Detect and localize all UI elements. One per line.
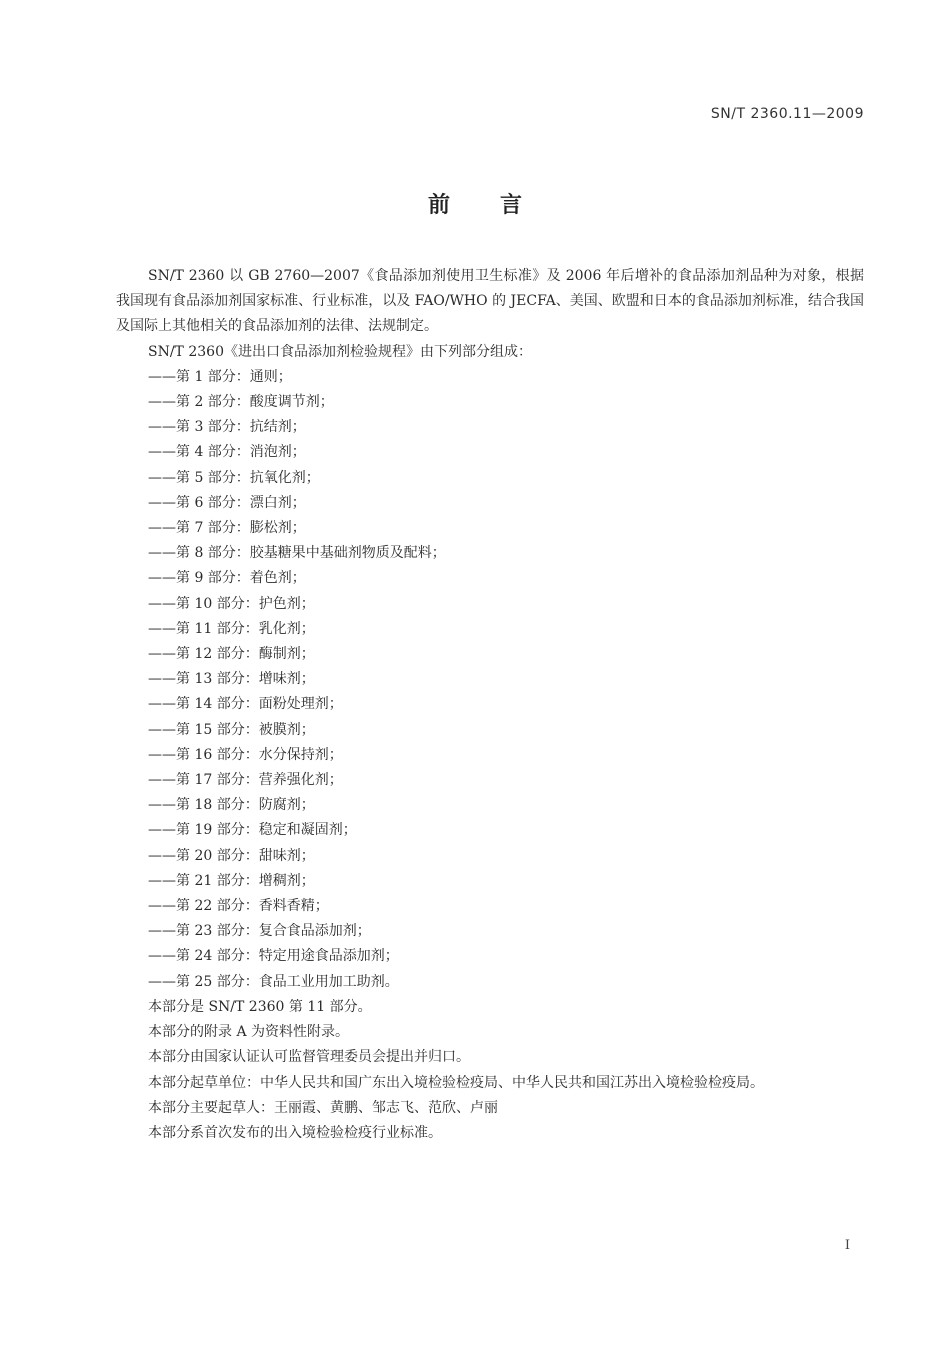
list-item: ——第 25 部分：食品工业用加工助剂。 xyxy=(148,973,399,990)
list-item: ——第 18 部分：防腐剂； xyxy=(148,797,315,814)
list-item: ——第 7 部分：膨松剂； xyxy=(148,520,306,537)
first-issue-statement: 本部分系首次发布的出入境检验检疫行业标准。 xyxy=(148,1124,442,1141)
list-item: ——第 6 部分：漂白剂； xyxy=(148,494,306,511)
list-item: ——第 4 部分：消泡剂； xyxy=(148,444,306,461)
list-item: ——第 16 部分：水分保持剂； xyxy=(148,746,343,763)
intro-paragraph: SN/T 2360 以 GB 2760—2007《食品添加剂使用卫生标准》及 2006 年后增补的食品添加剂品种为对象，根据我国现有食品添加剂国家标准、行业标准，以及 FAO/WHO 的 JECFA、美国、欧盟和日本的食品添加剂标准，结合我国及国际上其他相关的食品添加剂的法律、法规制定。 xyxy=(116,268,864,335)
composition-intro: SN/T 2360《进出口食品添加剂检验规程》由下列部分组成： xyxy=(148,343,532,360)
list-item: ——第 23 部分：复合食品添加剂； xyxy=(148,923,371,940)
list-item: ——第 9 部分：着色剂； xyxy=(148,570,306,587)
proposer-statement: 本部分由国家认证认可监督管理委员会提出并归口。 xyxy=(148,1049,470,1066)
list-item: ——第 2 部分：酸度调节剂； xyxy=(148,394,334,411)
list-item: ——第 20 部分：甜味剂； xyxy=(148,847,315,864)
list-item: ——第 3 部分：抗结剂； xyxy=(148,419,306,436)
list-item: ——第 14 部分：面粉处理剂； xyxy=(148,696,343,713)
preface-content xyxy=(116,264,864,1146)
list-item: ——第 19 部分：稳定和凝固剂； xyxy=(148,822,357,839)
list-item: ——第 13 部分：增味剂； xyxy=(148,671,315,688)
drafters-statement: 本部分主要起草人：王丽霞、黄鹏、邹志飞、范欣、卢丽 xyxy=(148,1099,498,1116)
list-item: ——第 11 部分：乳化剂； xyxy=(148,620,315,637)
list-item: ——第 22 部分：香料香精； xyxy=(148,898,329,915)
drafting-units-statement: 本部分起草单位：中华人民共和国广东出入境检验检疫局、中华人民共和国江苏出入境检验检疫局。 xyxy=(148,1074,764,1091)
appendix-statement: 本部分的附录 A 为资料性附录。 xyxy=(148,1024,350,1041)
page-number: I xyxy=(844,1238,850,1253)
list-item: ——第 15 部分：被膜剂； xyxy=(148,721,315,738)
list-item: ——第 5 部分：抗氧化剂； xyxy=(148,469,320,486)
part-number-statement: 本部分是 SN/T 2360 第 11 部分。 xyxy=(148,998,372,1015)
parts-list xyxy=(116,365,864,995)
list-item: ——第 12 部分：酶制剂； xyxy=(148,646,315,663)
list-item: ——第 1 部分：通则； xyxy=(148,368,292,385)
page-title: 前言 xyxy=(427,193,572,218)
list-item: ——第 10 部分：护色剂； xyxy=(148,595,315,612)
standard-code: SN/T 2360.11—2009 xyxy=(710,106,864,122)
list-item: ——第 17 部分：营养强化剂； xyxy=(148,772,343,789)
list-item: ——第 21 部分：增稠剂； xyxy=(148,872,315,889)
list-item: ——第 24 部分：特定用途食品添加剂； xyxy=(148,948,399,965)
list-item: ——第 8 部分：胶基糖果中基础剂物质及配料； xyxy=(148,545,446,562)
